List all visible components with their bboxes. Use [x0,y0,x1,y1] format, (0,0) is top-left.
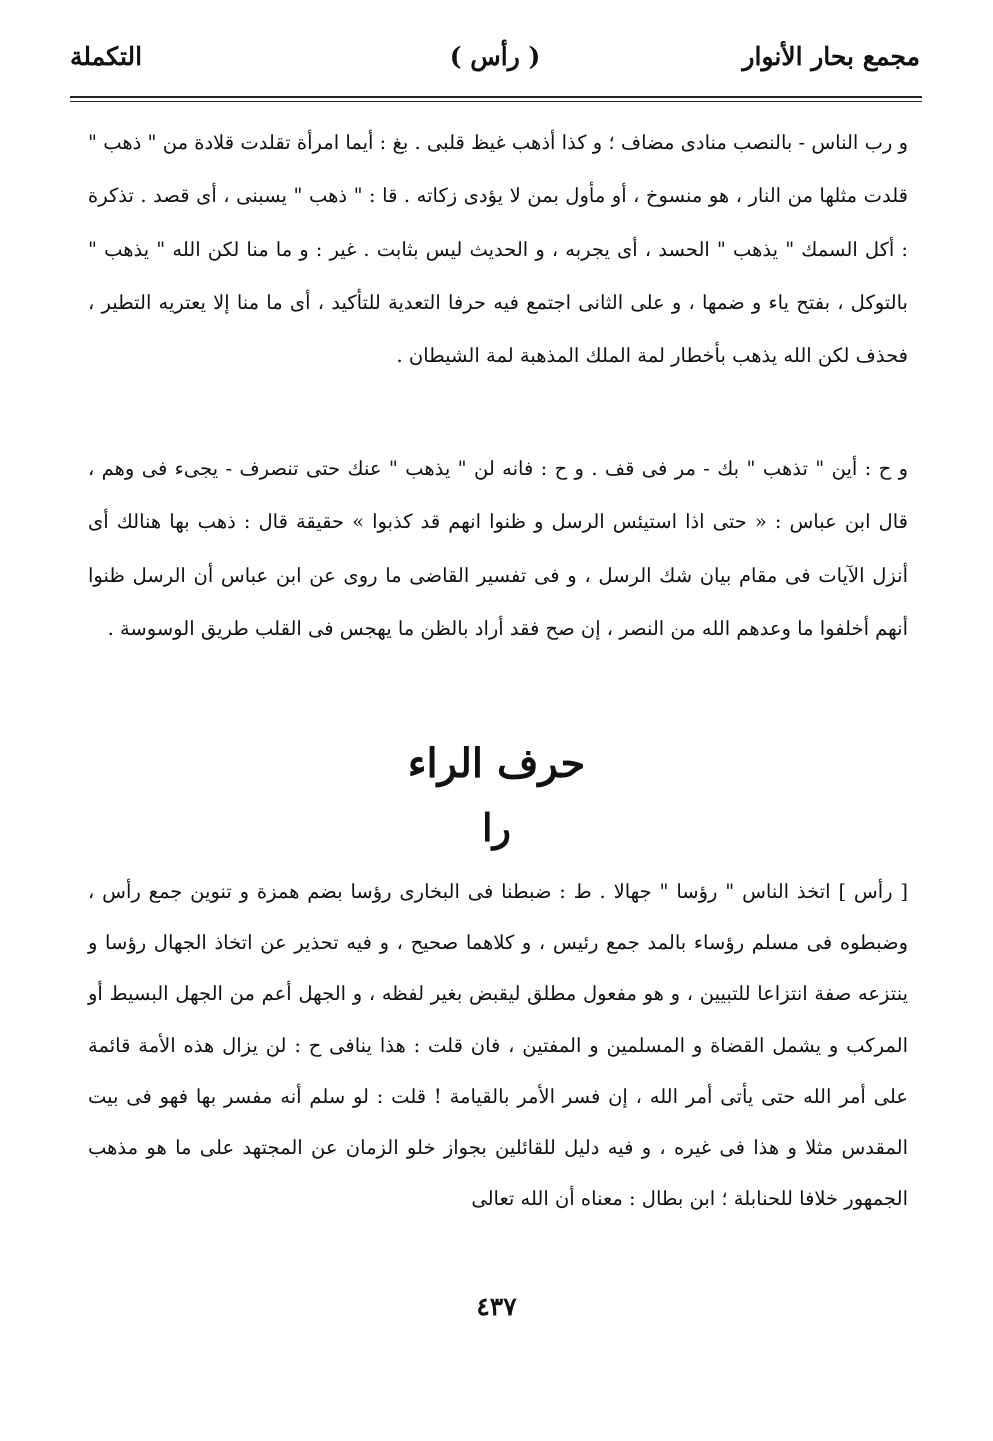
header-rule-thin [70,101,922,102]
body-paragraph-3: [ رأس ] اتخذ الناس " رؤسا " جهالا . ط : ضبطنا فى البخارى رؤسا بضم همزة و تنوين جمع رأس ، وضبطوه فى مسلم رؤساء بالمد جمع رئيس ، و كلاهما صحيح ، و فيه تحذير عن اتخاذ الجهال رؤسا و ينتزعه صفة انتزاعا للتبيين ، و هو مفعول مطلق ليقبض بغير لفظه ، و الجهل أعم من الجهل البسيط أو المركب و يشمل القضاة و المسلمين و المفتين ، فان قلت : هذا ينافى ح : لن يزال هذه الأمة قائمة على أمر الله حتى يأتى أمر الله ، إن فسر الأمر بالقيامة ! قلت : لو سلم أنه مفسر بها فهو فى بيت المقدس مثلا و هذا فى غيره ، و فيه دليل للقائلين بجواز خلو الزمان عن المجتهد على ما هو مذهب الجمهور خلافا للحنابلة ؛ ابن بطال : معناه أن الله تعالى [88,880,908,1211]
entry-keyword: ( رأس ) [449,42,541,71]
header-rule-thick [70,96,922,98]
book-title: مجمع بحار الأنوار [742,42,920,71]
volume-title: التكملة [70,42,143,71]
section-heading: حرف الراء [407,740,586,787]
body-paragraph-2: و ح : أين " تذهب " بك - مر فى قف . و ح : فانه لن " يذهب " عنك حتى تنصرف - يجىء فى وهم ، قال ابن عباس : « حتى اذا استيئس الرسل و ظنوا انهم قد كذبوا » حقيقة قال : ذهب بها هنالك أى أنزل الآيات فى مقام بيان شك الرسل ، و فى تفسير القاضى ما روى عن ابن عباس أن الرسل ظنوا أنهم أخلفوا ما وعدهم الله من النصر ، إن صح فقد أراد بالظن ما يهجس فى القلب طريق الوسوسة . [88,457,908,640]
subsection-heading: را [482,805,511,850]
body-paragraph-1: و رب الناس - بالنصب منادى مضاف ؛ و كذا أذهب غيظ قلبى . بغ : أيما امرأة تقلدت قلادة من " ذهب " قلدت مثلها من النار ، هو منسوخ ، أو مأول بمن لا يؤدى زكاته . قا : " ذهب " يسبنى ، أى قصد . تذكرة : أكل السمك " يذهب " الحسد ، أى يجربه ، و الحديث ليس بثابت . غير : و ما منا لكن الله " يذهب " بالتوكل ، بفتح ياء و ضمها ، و على الثانى اجتمع فيه حرفا التعدية للتأكيد ، أى ما منا إلا يعتريه التطير ، فحذف لكن الله يذهب بأخطار لمة الملك المذهبة لمة الشيطان . [88,131,908,368]
running-header [70,42,920,92]
page-number: ٤٣٧ [476,1292,517,1321]
